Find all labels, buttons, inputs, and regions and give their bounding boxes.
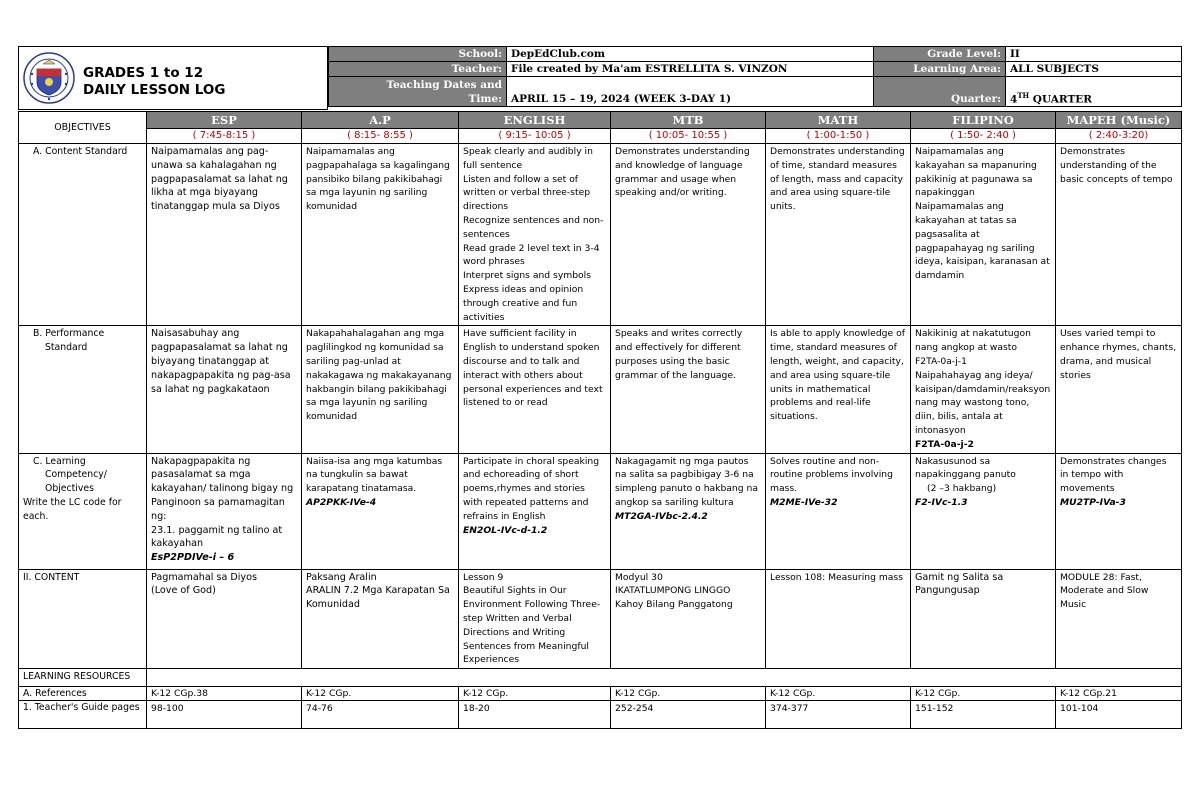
header <box>18 46 1181 111</box>
english-standard-2: Listen and follow a set of written or verbal three-step directions <box>463 173 591 213</box>
quarter-value <box>1006 77 1182 107</box>
teachers-guide-label: 1. Teacher's Guide pages <box>19 701 147 729</box>
performance-standard-label <box>19 326 147 453</box>
subject-math: MATH <box>766 112 911 129</box>
performance-standard-mapeh: Uses varied tempi to enhance rhymes, chants, drama, and musical stories <box>1056 326 1182 453</box>
teachers-guide-filipino: 151-152 <box>911 701 1056 729</box>
subject-mtb: MTB <box>611 112 766 129</box>
teaching-dates-label-2: Time: <box>468 93 502 105</box>
content-filipino: Gamit ng Salita sa Pangungusap <box>911 569 1056 669</box>
performance-standard-english: Have sufficient facility in English to understand spoken discourse and to talk and interact with others about personal experiences and text listened to or read <box>459 326 611 453</box>
content-esp <box>147 569 302 669</box>
learning-resources-row <box>19 669 1182 687</box>
content-standard-label <box>19 144 147 326</box>
competency-label-1: C. Learning <box>33 455 86 467</box>
english-standard-5: Interpret signs and symbols <box>463 270 592 282</box>
english-content-1: Lesson 9 <box>463 571 504 583</box>
content-ap <box>302 569 459 669</box>
english-standard-4: Read grade 2 level text in 3-4 word phrases <box>463 242 600 268</box>
learning-competency-esp <box>147 453 302 569</box>
filipino-performance-code-2: F2TA-0a-j-2 <box>915 438 974 450</box>
teachers-guide-math: 374-377 <box>766 701 911 729</box>
title-line-2: DAILY LESSON LOG <box>83 82 226 98</box>
filipino-standard-1: Naipamamalas ang kakayahan sa mapanuring pakikinig at pagunawa sa napakinggan <box>915 146 1037 199</box>
subject-esp: ESP <box>147 112 302 129</box>
learning-competency-mapeh <box>1056 453 1182 569</box>
content-english <box>459 569 611 669</box>
esp-competency-code: EsP2PDIVe-i – 6 <box>151 552 235 564</box>
teachers-guide-mapeh: 101-104 <box>1056 701 1182 729</box>
content-standard-row <box>19 144 1182 326</box>
school-label: School: <box>329 47 507 62</box>
time-mapeh: ( 2:40-3:20) <box>1056 129 1182 144</box>
grade-level-value: II <box>1006 47 1182 62</box>
english-standard-1: Speak clearly and audibly in full sentence <box>463 146 593 171</box>
content-standard-esp: Naipamamalas ang pag-unawa sa kahalagahan ng pagpapasalamat sa lahat ng likha at mga biyayang tinatanggap mula sa Diyos <box>147 144 302 326</box>
references-label: A. References <box>19 687 147 701</box>
learning-competency-mtb <box>611 453 766 569</box>
filipino-competency-2: (2 –3 hakbang) <box>927 483 997 495</box>
time-filipino: ( 1:50- 2:40 ) <box>911 129 1056 144</box>
references-row <box>19 687 1182 701</box>
header-info-table <box>328 46 1182 107</box>
esp-competency-2: 23.1. paggamit ng talino at kakayahan <box>151 524 283 550</box>
performance-standard-math: Is able to apply knowledge of time, standard measures of length, weight, and capacity, and area using square-tile units in mathematical problems and real-life situations. <box>766 326 911 453</box>
quarter-number: 4 <box>1010 93 1018 105</box>
teachers-guide-row <box>19 701 1182 729</box>
mtb-competency-code: MT2GA-IVbc-2.4.2 <box>615 510 708 522</box>
english-standard-6: Express ideas and opinion through creative and fun activities <box>463 283 584 323</box>
competency-label-3: Objectives <box>45 483 94 495</box>
esp-competency-1: Nakapagpapakita ng pasasalamat sa mga kakayahan/ talinong bigay ng Panginoon sa pamamagitan ng: <box>151 455 294 522</box>
time-esp: ( 7:45-8:15 ) <box>147 129 302 144</box>
teaching-dates-label-1: Teaching Dates and <box>386 79 502 91</box>
learning-competency-filipino <box>911 453 1056 569</box>
mtb-competency: Nakagagamit ng mga pautos na salita sa pagbibigay 3-6 na simpleng panuto o hakbang na angkop sa sariling kultura <box>615 455 758 508</box>
time-ap: ( 8:15- 8:55 ) <box>302 129 459 144</box>
references-english: K-12 CGp. <box>459 687 611 701</box>
page-title <box>83 65 225 99</box>
time-english: ( 9:15- 10:05 ) <box>459 129 611 144</box>
learning-competency-math <box>766 453 911 569</box>
quarter-label: Quarter: <box>874 77 1006 107</box>
subject-time-row <box>19 129 1182 144</box>
references-mapeh: K-12 CGp.21 <box>1056 687 1182 701</box>
learning-competency-ap <box>302 453 459 569</box>
filipino-competency: Nakasusunod sa napakinggang panuto <box>915 455 1016 481</box>
teaching-dates-value: APRIL 15 – 19, 2024 (WEEK 3-DAY 1) <box>507 77 874 107</box>
math-competency-code: M2ME-IVe-32 <box>770 496 838 508</box>
learning-competency-row <box>19 453 1182 569</box>
time-math: ( 1:00-1:50 ) <box>766 129 911 144</box>
performance-standard-esp: Naisasabuhay ang pagpapasalamat sa lahat ng biyayang tinatanggap at nakapagpapakita ng pag-asa sa lahat ng pagkakataon <box>147 326 302 453</box>
content-standard-mapeh: Demonstrates understanding of the basic concepts of tempo <box>1056 144 1182 326</box>
english-standard-3: Recognize sentences and non-sentences <box>463 214 604 240</box>
mapeh-competency-code: MU2TP-IVa-3 <box>1060 496 1126 508</box>
teacher-label: Teacher: <box>329 62 507 77</box>
filipino-competency-code: F2-IVc-1.3 <box>915 496 968 508</box>
mtb-content-1: Modyul 30 <box>615 571 663 583</box>
quarter-text: QUARTER <box>1029 93 1093 105</box>
learning-competency-label <box>19 453 147 569</box>
ap-competency-code: AP2PKK-IVe-4 <box>306 496 377 508</box>
ap-content-2: ARALIN 7.2 Mga Karapatan Sa Komunidad <box>306 585 450 611</box>
math-competency: Solves routine and non-routine problems involving mass. <box>770 455 893 495</box>
teachers-guide-ap: 74-76 <box>302 701 459 729</box>
content-mapeh: MODULE 28: Fast, Moderate and Slow Music <box>1056 569 1182 669</box>
english-content-2: Beautiful Sights in Our Environment Following Three-step Written and Verbal Directions and Writing Sentences from Meaningful Experiences <box>463 585 601 666</box>
mtb-content-3: Kahoy Bilang Panggatong <box>615 599 733 611</box>
esp-content-2: (Love of God) <box>151 585 216 597</box>
lesson-log-table <box>18 111 1182 729</box>
filipino-performance-code-1: F2TA-0a-j-1 <box>915 355 967 367</box>
references-ap: K-12 CGp. <box>302 687 459 701</box>
learning-resources-empty <box>147 669 1182 687</box>
subject-ap: A.P <box>302 112 459 129</box>
teachers-guide-mtb: 252-254 <box>611 701 766 729</box>
english-competency: Participate in choral speaking and echoreading of short poems,rhymes and stories with repeated patterns and refrains in English <box>463 455 600 522</box>
content-mtb <box>611 569 766 669</box>
performance-standard-mtb: Speaks and writes correctly and effectively for different purposes using the basic grammar of the language. <box>611 326 766 453</box>
ap-competency: Naiisa-isa ang mga katumbas na tungkulin sa bawat karapatang tinatamasa. <box>306 455 443 495</box>
teachers-guide-english: 18-20 <box>459 701 611 729</box>
performance-standard-filipino <box>911 326 1056 453</box>
references-math: K-12 CGp. <box>766 687 911 701</box>
filipino-performance-1: Nakikinig at nakatutugon nang angkop at wasto <box>915 328 1031 354</box>
learning-area-label: Learning Area: <box>874 62 1006 77</box>
header-title-box <box>18 46 328 110</box>
teaching-dates-label <box>329 77 507 107</box>
content-standard-label-text: A. Content Standard <box>33 146 128 157</box>
deped-seal-icon <box>23 52 75 104</box>
esp-content-1: Pagmamahal sa Diyos <box>151 571 257 583</box>
filipino-performance-2: Naipahahayag ang ideya/ kaisipan/damdamin/reaksyon nang may wastong tono, diin, bilis, antala at intonasyon <box>915 369 1051 436</box>
subject-mapeh: MAPEH (Music) <box>1056 112 1182 129</box>
grade-level-label: Grade Level: <box>874 47 1006 62</box>
content-row <box>19 569 1182 669</box>
competency-label-2: Competency/ <box>45 469 107 481</box>
teacher-value: File created by Ma'am ESTRELLITA S. VINZON <box>507 62 874 77</box>
references-mtb: K-12 CGp. <box>611 687 766 701</box>
learning-competency-english <box>459 453 611 569</box>
mapeh-competency: Demonstrates changes in tempo with movements <box>1060 455 1167 495</box>
content-standard-mtb: Demonstrates understanding and knowledge of language grammar and usage when speaking and/or writing. <box>611 144 766 326</box>
quarter-sup: TH <box>1017 90 1030 100</box>
performance-standard-row <box>19 326 1182 453</box>
competency-label-4: Write the LC code for each. <box>23 496 122 522</box>
daily-lesson-log-page <box>18 46 1181 715</box>
title-line-1: GRADES 1 to 12 <box>83 65 204 81</box>
content-standard-math: Demonstrates understanding of time, standard measures of length, mass and capacity and area using square-tile units. <box>766 144 911 326</box>
filipino-standard-2: Naipamamalas ang kakayahan at tatas sa pagsasalita at pagpapahayag ng sariling ideya, kaisipan, karanasan at damdamin <box>915 201 1050 282</box>
performance-label-1: B. Performance <box>33 328 105 340</box>
teachers-guide-esp: 98-100 <box>147 701 302 729</box>
school-value: DepEdClub.com <box>507 47 874 62</box>
subject-filipino: FILIPINO <box>911 112 1056 129</box>
references-filipino: K-12 CGp. <box>911 687 1056 701</box>
time-mtb: ( 10:05- 10:55 ) <box>611 129 766 144</box>
content-math: Lesson 108: Measuring mass <box>766 569 911 669</box>
subject-header-row <box>19 112 1182 129</box>
content-standard-ap: Naipamamalas ang pagpapahalaga sa kagalingang pansibiko bilang pakikibahagi sa mga layunin ng sariling komunidad <box>302 144 459 326</box>
english-competency-code: EN2OL-IVc-d-1.2 <box>463 524 548 536</box>
objectives-label: OBJECTIVES <box>19 112 147 144</box>
learning-area-value: ALL SUBJECTS <box>1006 62 1182 77</box>
performance-standard-ap: Nakapahahalagahan ang mga paglilingkod ng komunidad sa sariling pag-unlad at nakakagawa ng makakayanang hakbangin bilang pakikibahagi sa mga layunin ng sariling komunidad <box>302 326 459 453</box>
subject-english: ENGLISH <box>459 112 611 129</box>
ap-content-1: Paksang Aralin <box>306 571 377 583</box>
content-label: II. CONTENT <box>19 569 147 669</box>
mtb-content-2: IKATATLUMPONG LINGGO <box>615 585 731 597</box>
references-esp: K-12 CGp.38 <box>147 687 302 701</box>
content-standard-filipino <box>911 144 1056 326</box>
performance-label-2: Standard <box>45 342 88 354</box>
content-standard-english <box>459 144 611 326</box>
learning-resources-label: LEARNING RESOURCES <box>19 669 147 687</box>
